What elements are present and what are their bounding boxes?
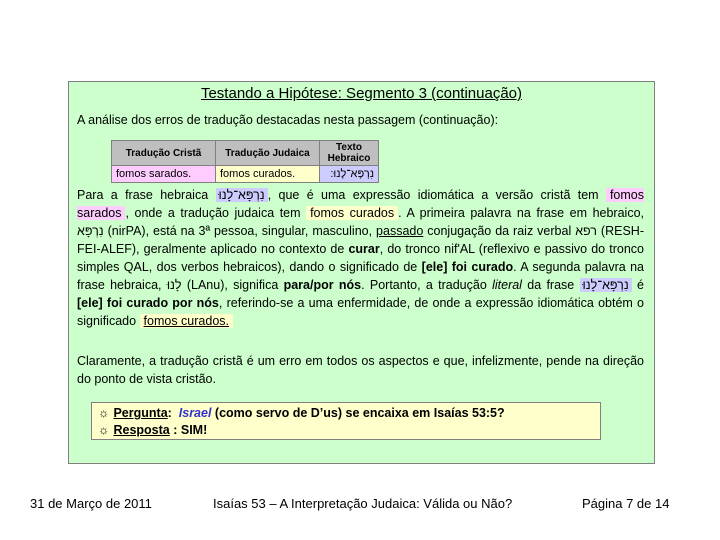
header-jewish: Tradução Judaica	[216, 141, 320, 166]
p1-t4: . A primeira palavra na frase em hebraico,	[398, 206, 644, 220]
answer-label: Resposta	[113, 423, 170, 437]
translation-table	[111, 140, 379, 183]
p1-t3: , onde a tradução judaica tem	[125, 206, 307, 220]
highlight-jewish: fomos curados	[306, 206, 398, 220]
p1-t14: , referindo-se a uma enfermidade, de onde a expressão idiomática obtém o significado	[77, 296, 644, 328]
cell-christian: fomos sarados.	[112, 166, 216, 183]
p1-t1: Para a frase hebraica	[77, 188, 216, 202]
answer-line: ☼ Resposta : SIM!	[98, 423, 208, 437]
hebrew-root: רפא	[575, 224, 597, 238]
hebrew-word-1: נִרְפָּא	[77, 224, 104, 238]
p1-t7: (RESH-FEI-ALEF), geralmente aplicado no contexto de	[77, 224, 644, 256]
p1-t11: . Portanto, a tradução	[361, 278, 493, 292]
p1-t9: . A segunda palavra na frase hebraica,	[77, 260, 645, 292]
hebrew-phrase: נִרְפָּא־לָנוּ	[216, 188, 268, 202]
content-panel	[68, 81, 655, 464]
header-hebrew: Texto Hebraico	[320, 141, 379, 166]
question-box	[91, 402, 601, 440]
footer-date: 31 de Março de 2011	[30, 496, 152, 511]
question-label: Pergunta	[113, 406, 168, 420]
cell-hebrew: נִרְפָּא־לָנוּ:	[320, 166, 379, 183]
highlight-christian: fomos sarados	[77, 188, 644, 220]
question-text: (como servo de D’us) se encaixa em Isaías 53:5?	[214, 406, 505, 420]
conclusion-paragraph: Claramente, a tradução cristã é um erro em todos os aspectos e que, infelizmente, pende na direção do ponto de vista cristão.	[77, 354, 644, 386]
cell-jewish: fomos curados.	[216, 166, 320, 183]
analysis-paragraph	[77, 186, 644, 330]
footer-title: Isaías 53 – A Interpretação Judaica: Válida ou Não?	[213, 496, 513, 511]
p1-t5: (nirPA), está na 3ª pessoa, singular, masculino,	[103, 224, 377, 238]
sun-icon: ☼	[98, 423, 110, 437]
word-para-nos: para/por nós	[283, 278, 362, 292]
p1-t10: (LAnu), significa	[181, 278, 284, 292]
p1-t13: é	[631, 278, 644, 292]
slide-title: Testando a Hipótese: Segmento 3 (continuação)	[200, 85, 523, 102]
p1-t8: , do tronco nif'AL (reflexivo e passivo do tronco simples QAL, dos verbos hebraicos), dando o significado de	[77, 242, 644, 274]
sun-icon: ☼	[98, 406, 110, 420]
answer-text: SIM!	[180, 423, 208, 437]
p1-t6: conjugação da raiz verbal	[423, 224, 576, 238]
hebrew-phrase-2: נִרְפָּא־לָנוּ	[580, 278, 632, 292]
question-line: ☼ Pergunta: Israel (como servo de D’us) se encaixa em Isaías 53:5?	[98, 406, 505, 420]
intro-text: A análise dos erros de tradução destacadas nesta passagem (continuação):	[77, 113, 499, 127]
question-israel: Israel	[178, 406, 212, 420]
header-christian: Tradução Cristã	[112, 141, 216, 166]
word-literal: literal	[492, 278, 522, 292]
footer-page: Página 7 de 14	[582, 496, 670, 511]
literal-result: [ele] foi curado por nós	[77, 296, 219, 310]
word-ele-foi-curado: [ele] foi curado	[421, 260, 514, 274]
hebrew-word-2: לָנוּ	[166, 278, 182, 292]
word-passado: passado	[376, 224, 424, 238]
p1-t2: , que é uma expressão idiomática a versão cristã tem	[267, 188, 606, 202]
word-curar: curar	[348, 242, 380, 256]
p1-t12: da frase	[521, 278, 580, 292]
final-highlight: fomos curados.	[140, 314, 233, 328]
